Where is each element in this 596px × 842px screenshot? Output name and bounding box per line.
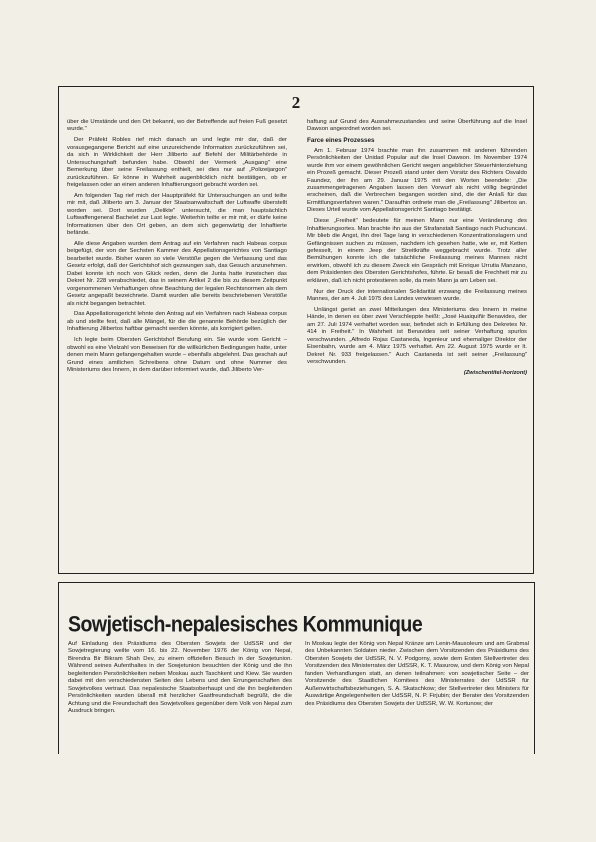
paragraph: Das Appellationsgericht lehnte den Antrag auf ein Verfahren nach Habeas corpus ab und stellte fest, daß alle Mängel, für die die genannte Behörde bezüglich der Inhaftierung Jilibertos haftbar gemacht werden könnte, als korrigiert gelten. <box>67 311 287 333</box>
article-left-column <box>67 119 287 378</box>
article-signature: (Zwischentitel-horizont) <box>463 370 527 376</box>
paragraph: Alle diese Angaben wurden dem Antrag auf ein Verfahren nach Habeas corpus beigefügt, der von der Sechsten Kammer des Appellationsgerichtes von Santiago bearbeitet wurde. Bisher waren so viele Verstöße gegen die Verfassung und das Gesetz erfolgt, daß der Gerichtshof sich gezwungen sah, das Gesuch anzunehmen. Dabei konnte ich noch von Glück reden, denn die Junta hatte inzwischen das Dekret Nr. 228 verabschiedet, das in seinem Artikel 2 die bis zu diesem Zeitpunkt vorgenommenen Verhaftungen ohne Beachtung der legalen Rechtsnormen als dem Gesetz angepaßt bezeichnete. Damit wurden alle bereits beschriebenen Verstöße als nicht begangen betrachtet. <box>67 240 287 307</box>
frame-left-rule <box>58 582 59 754</box>
paragraph: Diese „Freiheit" bedeutete für meinen Mann nur eine Veränderung des Inhaftierungsortes. Man brachte ihn aus der Strafanstalt Santiago nach Puchuncavi. Mir blieb die Angst, ihn drei Tage lang in verschiedenen Konzentrationslagern und Gefängnissen suchen zu müssen, nachdem ich gesehen hatte, wie er, mit Ketten gefesselt, in einem Jeep der Streitkräfte weggebracht wurde. Trotz aller Bemühungen konnte ich die tatsächliche Freilassung meines Mannes nicht erwirken, obwohl ich zu diesem Zweck ein Gespräch mit Enrique Urrutia Manzano, dem Präsidenten des Obersten Gerichtshofes, führte. Er besaß die Frechheit mir zu erklären, daß ich nicht protestieren solle, da mein Mann ja am Leben sei. <box>307 218 527 284</box>
paragraph: Am 1. Februar 1974 brachte man ihn zusammen mit anderen führenden Persönlichkeiten der Unidad Popular auf die Insel Dawson. Im November 1974 wurde ihm vor einem gewöhnlichen Gericht wegen angeblicher Steuerhinterziehung ein Prozeß gemacht. Dieser Prozeß stand unter dem Vorsitz des Richters Osvaldo Faundez, der ihn am 29. Januar 1975 mit den Worten beendete: „Die zusammengetragenen Angaben lassen den Vorwurf als nicht völlig begründet erscheinen, daß die Verbrechen begangen worden sind, die der Anlaß für das Ermittlungsverfahren waren." Daraufhin ordnete man die „Freilassung" Jilibertos an. Dieses Urteil wurde vom Appellationsgericht Santiago bestätigt. <box>307 147 527 214</box>
section-heading: Farce eines Prozesses <box>307 137 375 145</box>
boxed-article <box>58 86 534 574</box>
communique-right-column <box>305 641 529 708</box>
paragraph: Unlängst geriet an zwei Mitteilungen des Ministeriums des Innern in meine Hände, in denen es über zwei Verschleppte heißt: „José Huaiquiñir Benavides, der am 27. Juli 1974 verhaftet worden war, befindet sich in Erfüllung des Dekretes Nr. 414 in Freiheit." In Wahrheit ist Benavides seit seiner Verhaftung spurlos verschwunden. „Alfredo Rojas Castaneda, Ingenieur und ehemaliger Direktor der Eisenbahn, wurde am 4. März 1975 verhaftet. Am 22. August 1975 wurde er lt. Dekret Nr. 933 freigelassen." Auch Castaneda ist seit seiner „Freilassung" verschwunden. <box>307 306 527 366</box>
paragraph: Ich legte beim Obersten Gerichtshof Berufung ein. Sie wurde vom Gericht – obwohl es eine Vielzahl von Beweisen für die willkürlichen Bedingungen hatte, unter denen mein Mann gefangengehalten wurde – ebenfalls abgelehnt. Das geschah auf Grund eines amtlichen Schreibens ohne Datum und ohne Nummer des Ministeriums des Innern, in dem darüber informiert wurde, daß Jiliberto Ver- <box>67 337 287 373</box>
paragraph: In Moskau legte der König von Nepal Kränze am Lenin-Mausoleum und am Grabmal des Unbekannten Soldaten nieder. Zwischen dem Vorsitzenden des Präsidiums des Obersten Sowjets der UdSSR, N. V. Podgorny, sowie dem Ersten Stellvertreter des Vorsitzenden des Ministerrates der UdSSR, K. T. Masurow, und dem König von Nepal fanden Verhandlungen statt, an denen teilnahmen: von sowjetischer Seite – der Vorsitzende des Staatlichen Komitees des Ministerrates der UdSSR für Außenwirtschaftsbeziehungen, S. A. Skatschkow; der Stellvertreter des Ministers für Auswärtige Angelegenheiten der UdSSR, N. P. Firjubin; der Berater des Vorsitzenden des Präsidiums des Obersten Sowjets der UdSSR, W. W. Kortunow; der <box>305 641 529 707</box>
paragraph: Am folgenden Tag rief mich der Hauptpräfekt für Untersuchungen an und teilte mir mit, daß Jiliberto am 3. Januar der Staatsanwaltschaft der Luftwaffe überstellt worden sei. Dort wurden „Delikte" untersucht, die man hauptsächlich Luftwaffengeneral Bachelet zur Last legte. Weiterhin teilte er mir mit, er dürfe keine Informationen über den Ort geben, an dem sich gegenwärtig der Inhaftierte befände. <box>67 192 287 237</box>
page-number: 2 <box>291 93 301 112</box>
paragraph: Auf Einladung des Präsidiums des Obersten Sowjets der UdSSR und der Sowjetregierung weilte vom 16. bis 22. November 1976 der König von Nepal, Birendra Bir Bikram Shah Dev, zu einem offiziellen Besuch in der Sowjetunion. Während seines Aufenthaltes in der Sowjetunion besuchten der König und die ihn begleitenden Persönlichkeiten neben Moskau auch Taschkent und Kiew. Sie wurden dabei mit den verschiedensten Seiten des Lebens und den Errungenschaften des Sowjetvolkes vertraut. Das nepalesische Staatsoberhaupt und die ihn begleitenden Persönlichkeiten wurden überall mit herzlicher Gastfreundschaft begrüßt, die die Achtung und die Freundschaft des Sowjetvolkes gegenüber dem Volk von Nepal zum Ausdruck bringen. <box>68 641 292 715</box>
paragraph: Nur der Druck der internationalen Solidarität erzwang die Freilassung meines Mannes, der am 4. Juli 1975 des Landes verwiesen wurde. <box>307 288 527 303</box>
article-right-column <box>307 119 527 377</box>
section-divider <box>58 582 534 583</box>
frame-right-rule <box>534 582 535 754</box>
communique-left-column <box>68 641 292 716</box>
headline: Sowjetisch-nepalesisches Kommunique <box>68 612 423 638</box>
paragraph: Der Präfekt Robles rief mich danach an und legte mir dar, daß der vorausgegangene Bericht auf eine unzureichende Information zurückzuführen sei, da sich in Wirklichkeit der Herr Jiliberto auf Befehl der Militärbehörde in Untersuchungshaft befunden habe. Obwohl der Vermerk „Ausgang" eine Bemerkung über seine Freilassung enthielt, sei dies nur auf „Polizeijargon" zurückzuführen. Er könne in Wahrheit augenblicklich nicht bestätigen, ob er freigelassen oder an einen anderen Inhaftierungsort gebracht worden sei. <box>67 137 287 189</box>
paragraph: haftung auf Grund des Ausnahmezustandes und seine Überführung auf die Insel Dawson angeordnet worden sei. <box>307 119 527 133</box>
paragraph: über die Umstände und den Ort bekannt, wo der Betreffende auf freien Fuß gesetzt wurde." <box>67 119 287 133</box>
